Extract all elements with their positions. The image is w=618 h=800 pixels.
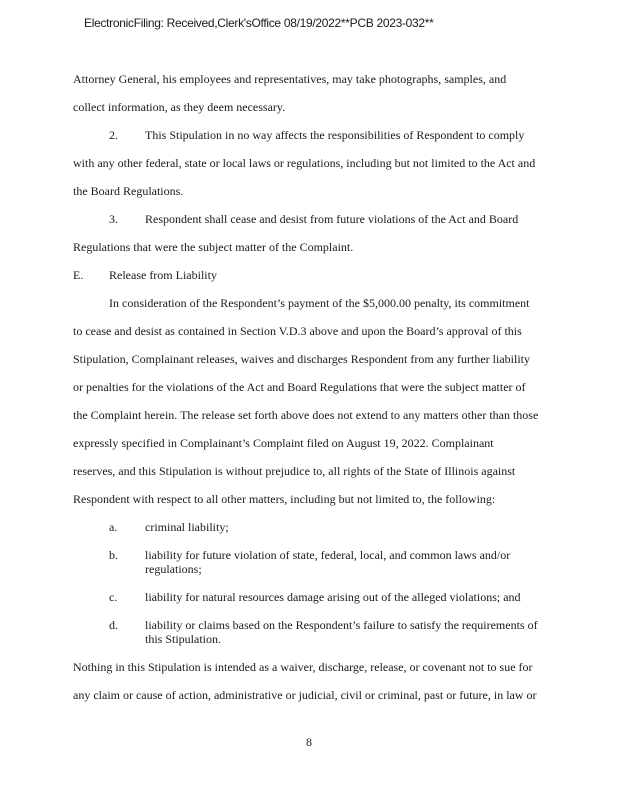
body-line: expressly specified in Complainant’s Complaint filed on August 19, 2022. Complainant [73, 436, 494, 450]
list-item-letter: b. [109, 548, 118, 562]
list-item-text: this Stipulation. [145, 632, 222, 646]
list-item-text: regulations; [145, 562, 202, 576]
list-item-text: liability or claims based on the Respondent’s failure to satisfy the requirements of [145, 618, 538, 632]
body-line: any claim or cause of action, administrative or judicial, civil or criminal, past or future, in law or [73, 688, 537, 702]
body-line: Regulations that were the subject matter of the Complaint. [73, 240, 354, 254]
body-line: Respondent with respect to all other matters, including but not limited to, the following: [73, 492, 496, 506]
body-line: to cease and desist as contained in Section V.D.3 above and upon the Board’s approval of this [73, 324, 522, 338]
paragraph-number: 3. [109, 212, 118, 226]
list-item-letter: c. [109, 590, 118, 604]
list-item-letter: a. [109, 520, 118, 534]
body-line: the Board Regulations. [73, 184, 184, 198]
paragraph-number: 2. [109, 128, 118, 142]
body-line: collect information, as they deem necessary. [73, 100, 286, 114]
list-item-text: criminal liability; [145, 520, 229, 534]
body-line: or penalties for the violations of the Act and Board Regulations that were the subject matter of [73, 380, 526, 394]
list-item-text: liability for future violation of state, federal, local, and common laws and/or [145, 548, 511, 562]
body-line: Stipulation, Complainant releases, waives and discharges Respondent from any further liability [73, 352, 531, 366]
filing-stamp-header: ElectronicFiling: Received,Clerk'sOffice 08/19/2022**PCB 2023-032** [84, 16, 434, 30]
body-line: Attorney General, his employees and representatives, may take photographs, samples, and [73, 72, 507, 86]
section-heading: Release from Liability [109, 268, 217, 282]
body-line: with any other federal, state or local laws or regulations, including but not limited to the Act and [73, 156, 536, 170]
body-line: This Stipulation in no way affects the responsibilities of Respondent to comply [145, 128, 525, 142]
body-line: Nothing in this Stipulation is intended as a waiver, discharge, release, or covenant not to sue for [73, 660, 533, 674]
list-item-text: liability for natural resources damage arising out of the alleged violations; and [145, 590, 521, 604]
body-line: reserves, and this Stipulation is without prejudice to, all rights of the State of Illinois against [73, 464, 516, 478]
page-number: 8 [306, 735, 312, 749]
body-line: the Complaint herein. The release set forth above does not extend to any matters other than those [73, 408, 539, 422]
body-line: Respondent shall cease and desist from future violations of the Act and Board [145, 212, 519, 226]
section-letter: E. [73, 268, 84, 282]
body-line: In consideration of the Respondent’s payment of the $5,000.00 penalty, its commitment [109, 296, 530, 310]
list-item-letter: d. [109, 618, 118, 632]
